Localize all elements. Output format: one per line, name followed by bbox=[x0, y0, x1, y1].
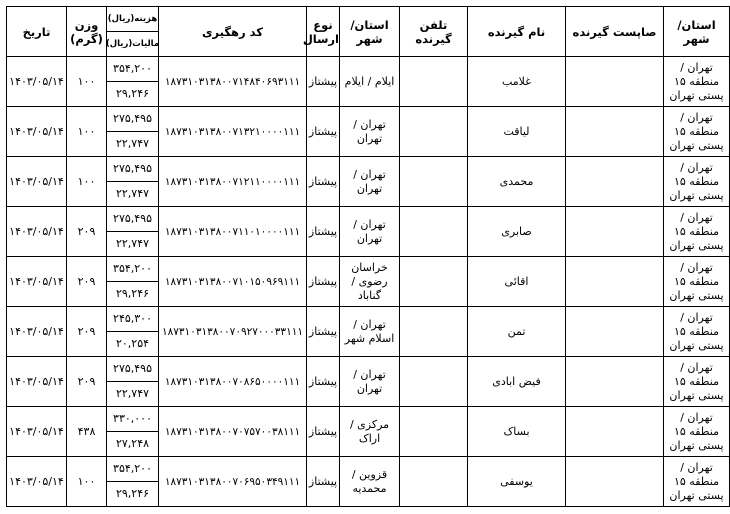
header-tracking-code: کد رهگیری bbox=[159, 7, 307, 57]
sender-cell bbox=[566, 407, 664, 457]
origin-city-cell: تهران / منطقه ۱۵ پستی تهران bbox=[664, 57, 730, 107]
send-type-cell: پیشتاز bbox=[307, 307, 340, 357]
date-cell: ۱۴۰۳/۰۵/۱۴ bbox=[7, 407, 67, 457]
header-sender: صاپست گیرنده bbox=[566, 7, 664, 57]
tax-value: ۲۲,۷۴۷ bbox=[115, 187, 150, 200]
sender-cell bbox=[566, 107, 664, 157]
dest-city-cell: تهران / تهران bbox=[340, 157, 400, 207]
weight-cell: ۲۰۹ bbox=[67, 307, 107, 357]
weight-cell: ۲۰۹ bbox=[67, 357, 107, 407]
weight-cell: ۱۰۰ bbox=[67, 457, 107, 507]
send-type-cell: پیشتاز bbox=[307, 157, 340, 207]
receiver-name-cell: بساک bbox=[468, 407, 566, 457]
sender-cell bbox=[566, 207, 664, 257]
cost-value: ۲۷۵,۴۹۵ bbox=[107, 207, 158, 232]
receiver-phone-cell bbox=[400, 157, 468, 207]
receiver-name-cell: فیض ابادی bbox=[468, 357, 566, 407]
cost-value: ۳۳۰,۰۰۰ bbox=[107, 407, 158, 432]
receiver-name-cell: لیاقت bbox=[468, 107, 566, 157]
receiver-name-cell: غلامب bbox=[468, 57, 566, 107]
send-type-cell: پیشتاز bbox=[307, 407, 340, 457]
send-type-cell: پیشتاز bbox=[307, 457, 340, 507]
tax-value: ۲۲,۷۴۷ bbox=[115, 237, 150, 250]
origin-city-cell: تهران / منطقه ۱۵ پستی تهران bbox=[664, 407, 730, 457]
shipments-table bbox=[6, 6, 730, 507]
cost-tax-cell bbox=[107, 57, 159, 107]
weight-cell: ۱۰۰ bbox=[67, 57, 107, 107]
weight-cell: ۲۰۹ bbox=[67, 257, 107, 307]
cost-tax-cell bbox=[107, 357, 159, 407]
tracking-code-cell: ۱۸۷۳۱۰۳۱۳۸۰۰۷۱۱۰۱۰۰۰۰۱۱۱ bbox=[159, 207, 307, 257]
weight-cell: ۴۳۸ bbox=[67, 407, 107, 457]
weight-cell: ۱۰۰ bbox=[67, 107, 107, 157]
receiver-phone-cell bbox=[400, 357, 468, 407]
table-row bbox=[7, 157, 730, 207]
header-row bbox=[7, 7, 730, 57]
cost-value: ۲۷۵,۴۹۵ bbox=[107, 157, 158, 182]
cost-tax-cell bbox=[107, 157, 159, 207]
tax-value: ۲۹,۲۴۶ bbox=[115, 87, 150, 100]
date-cell: ۱۴۰۳/۰۵/۱۴ bbox=[7, 357, 67, 407]
tax-value: ۲۹,۲۴۶ bbox=[115, 287, 150, 300]
send-type-cell: پیشتاز bbox=[307, 257, 340, 307]
tracking-code-cell: ۱۸۷۳۱۰۳۱۳۸۰۰۷۰۶۹۵۰۳۴۹۱۱۱ bbox=[159, 457, 307, 507]
header-tax: مالیات(ریال) bbox=[105, 39, 160, 49]
origin-city-cell: تهران / منطقه ۱۵ پستی تهران bbox=[664, 157, 730, 207]
dest-city-cell: تهران / تهران bbox=[340, 357, 400, 407]
dest-city-cell: مرکزی / اراک bbox=[340, 407, 400, 457]
weight-cell: ۲۰۹ bbox=[67, 207, 107, 257]
cost-tax-cell bbox=[107, 307, 159, 357]
dest-city-cell: تهران / اسلام شهر bbox=[340, 307, 400, 357]
receiver-phone-cell bbox=[400, 457, 468, 507]
header-date: تاریخ bbox=[7, 7, 67, 57]
dest-city-cell: قزوین / محمدیه bbox=[340, 457, 400, 507]
send-type-cell: پیشتاز bbox=[307, 357, 340, 407]
receiver-name-cell: صابری bbox=[468, 207, 566, 257]
tax-value: ۲۷,۲۴۸ bbox=[115, 437, 150, 450]
origin-city-cell: تهران / منطقه ۱۵ پستی تهران bbox=[664, 207, 730, 257]
receiver-name-cell: یوسفی bbox=[468, 457, 566, 507]
tracking-code-cell: ۱۸۷۳۱۰۳۱۳۸۰۰۷۱۴۸۴۰۶۹۳۱۱۱ bbox=[159, 57, 307, 107]
header-receiver-name: نام گیرنده bbox=[468, 7, 566, 57]
sender-cell bbox=[566, 157, 664, 207]
cost-value: ۲۴۵,۳۰۰ bbox=[107, 307, 158, 332]
header-dest-city: استان/ شهر bbox=[340, 7, 400, 57]
sender-cell bbox=[566, 357, 664, 407]
receiver-name-cell: محمدی bbox=[468, 157, 566, 207]
send-type-cell: پیشتاز bbox=[307, 107, 340, 157]
origin-city-cell: تهران / منطقه ۱۵ پستی تهران bbox=[664, 307, 730, 357]
cost-value: ۳۵۴,۲۰۰ bbox=[107, 257, 158, 282]
receiver-phone-cell bbox=[400, 407, 468, 457]
tax-value: ۲۹,۲۴۶ bbox=[115, 487, 150, 500]
origin-city-cell: تهران / منطقه ۱۵ پستی تهران bbox=[664, 257, 730, 307]
cost-value: ۳۵۴,۲۰۰ bbox=[107, 457, 158, 482]
tax-value: ۲۰,۲۵۴ bbox=[115, 337, 150, 350]
cost-tax-cell bbox=[107, 457, 159, 507]
tracking-code-cell: ۱۸۷۳۱۰۳۱۳۸۰۰۷۰۹۲۷۰۰۰۳۳۱۱۱ bbox=[159, 307, 307, 357]
receiver-name-cell: تمن bbox=[468, 307, 566, 357]
header-cost-tax bbox=[107, 7, 159, 57]
tracking-code-cell: ۱۸۷۳۱۰۳۱۳۸۰۰۷۰۸۶۵۰۰۰۰۱۱۱ bbox=[159, 357, 307, 407]
date-cell: ۱۴۰۳/۰۵/۱۴ bbox=[7, 157, 67, 207]
table-row bbox=[7, 257, 730, 307]
origin-city-cell: تهران / منطقه ۱۵ پستی تهران bbox=[664, 107, 730, 157]
dest-city-cell: ایلام / ایلام bbox=[340, 57, 400, 107]
tracking-code-cell: ۱۸۷۳۱۰۳۱۳۸۰۰۷۱۰۱۵۰۹۶۹۱۱۱ bbox=[159, 257, 307, 307]
origin-city-cell: تهران / منطقه ۱۵ پستی تهران bbox=[664, 357, 730, 407]
header-receiver-phone: تلفن گیرنده bbox=[400, 7, 468, 57]
date-cell: ۱۴۰۳/۰۵/۱۴ bbox=[7, 57, 67, 107]
tracking-code-cell: ۱۸۷۳۱۰۳۱۳۸۰۰۷۰۷۵۷۰۰۳۸۱۱۱ bbox=[159, 407, 307, 457]
date-cell: ۱۴۰۳/۰۵/۱۴ bbox=[7, 307, 67, 357]
date-cell: ۱۴۰۳/۰۵/۱۴ bbox=[7, 207, 67, 257]
header-send-type: نوع ارسال bbox=[307, 7, 340, 57]
header-cost: هزینه(ریال) bbox=[107, 7, 158, 32]
header-origin-city: استان/ شهر bbox=[664, 7, 730, 57]
dest-city-cell: تهران / تهران bbox=[340, 107, 400, 157]
weight-cell: ۱۰۰ bbox=[67, 157, 107, 207]
origin-city-cell: تهران / منطقه ۱۵ پستی تهران bbox=[664, 457, 730, 507]
tax-value: ۲۲,۷۴۷ bbox=[115, 387, 150, 400]
table-row bbox=[7, 307, 730, 357]
cost-value: ۲۷۵,۴۹۵ bbox=[107, 107, 158, 132]
tracking-code-cell: ۱۸۷۳۱۰۳۱۳۸۰۰۷۱۲۱۱۰۰۰۰۱۱۱ bbox=[159, 157, 307, 207]
table-row bbox=[7, 107, 730, 157]
date-cell: ۱۴۰۳/۰۵/۱۴ bbox=[7, 107, 67, 157]
cost-tax-cell bbox=[107, 207, 159, 257]
sender-cell bbox=[566, 257, 664, 307]
cost-tax-cell bbox=[107, 257, 159, 307]
cost-tax-cell bbox=[107, 107, 159, 157]
table-row bbox=[7, 457, 730, 507]
dest-city-cell: تهران / تهران bbox=[340, 207, 400, 257]
table-row bbox=[7, 357, 730, 407]
cost-value: ۲۷۵,۴۹۵ bbox=[107, 357, 158, 382]
sender-cell bbox=[566, 57, 664, 107]
sender-cell bbox=[566, 457, 664, 507]
date-cell: ۱۴۰۳/۰۵/۱۴ bbox=[7, 257, 67, 307]
receiver-phone-cell bbox=[400, 207, 468, 257]
tax-value: ۲۲,۷۴۷ bbox=[115, 137, 150, 150]
send-type-cell: پیشتاز bbox=[307, 207, 340, 257]
cost-value: ۳۵۴,۲۰۰ bbox=[107, 57, 158, 82]
table-row bbox=[7, 207, 730, 257]
date-cell: ۱۴۰۳/۰۵/۱۴ bbox=[7, 457, 67, 507]
tracking-code-cell: ۱۸۷۳۱۰۳۱۳۸۰۰۷۱۳۲۱۰۰۰۰۱۱۱ bbox=[159, 107, 307, 157]
header-weight: وزن (گرم) bbox=[67, 7, 107, 57]
receiver-phone-cell bbox=[400, 57, 468, 107]
receiver-name-cell: اقائی bbox=[468, 257, 566, 307]
send-type-cell: پیشتاز bbox=[307, 57, 340, 107]
dest-city-cell: خراسان رضوی / گناباد bbox=[340, 257, 400, 307]
receiver-phone-cell bbox=[400, 307, 468, 357]
receiver-phone-cell bbox=[400, 257, 468, 307]
table-row bbox=[7, 407, 730, 457]
sender-cell bbox=[566, 307, 664, 357]
receiver-phone-cell bbox=[400, 107, 468, 157]
cost-tax-cell bbox=[107, 407, 159, 457]
table-row bbox=[7, 57, 730, 107]
